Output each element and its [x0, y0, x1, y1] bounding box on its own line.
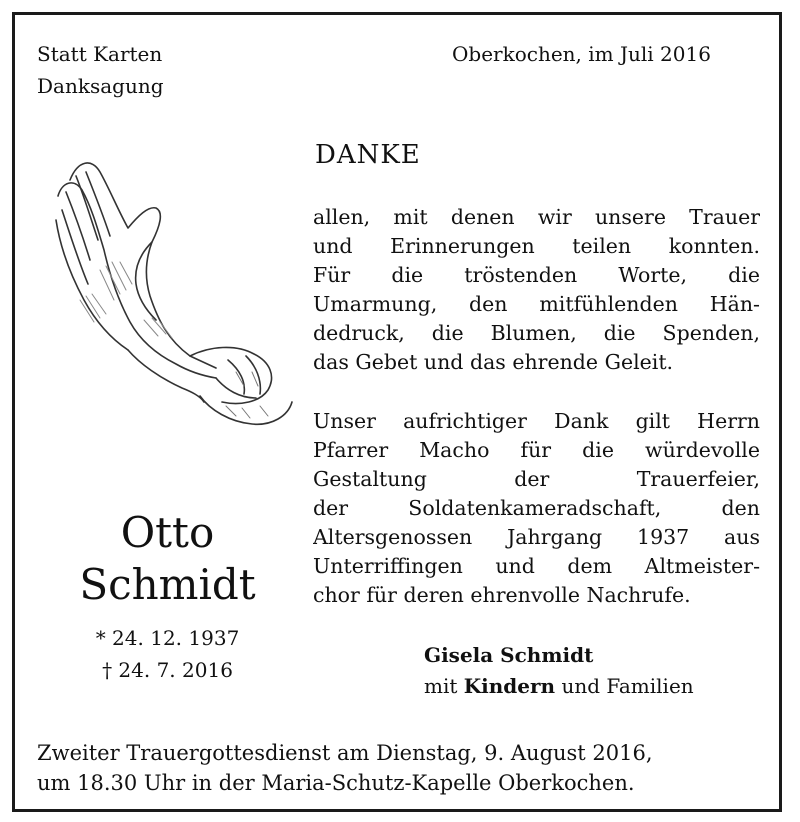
deceased-last-name: Schmidt — [79, 560, 256, 609]
paragraph-line: der Soldatenkameradschaft, den — [313, 496, 760, 520]
paragraph-line: Unser aufrichtiger Dank gilt Herrn — [313, 409, 760, 433]
praying-hands-icon — [40, 150, 298, 430]
paragraph-line: Pfarrer Macho für die würdevolle — [313, 438, 760, 462]
thanks-paragraph-2 — [313, 407, 760, 610]
paragraph-line: Unterriffingen und dem Altmeister- — [313, 554, 760, 578]
signature-family — [424, 671, 694, 702]
header-left — [37, 38, 164, 102]
signature-prefix: mit — [424, 674, 458, 698]
service-line-1: Zweiter Trauergottesdienst am Dienstag, 9. August 2016, — [37, 741, 653, 765]
place-date: Oberkochen, im Juli 2016 — [452, 42, 711, 66]
service-line-2: um 18.30 Uhr in der Maria-Schutz-Kapelle Oberkochen. — [37, 771, 635, 795]
paragraph-line: Für die tröstenden Worte, die — [313, 263, 760, 287]
signature-block — [424, 640, 694, 702]
signature-name: Gisela Schmidt — [424, 643, 594, 667]
paragraph-line: Altersgenossen Jahrgang 1937 aus — [313, 525, 760, 549]
life-dates — [40, 622, 295, 686]
paragraph-line: Umarmung, den mitfühlenden Hän- — [313, 292, 760, 316]
danksagung-label: Danksagung — [37, 74, 164, 98]
signature-bold-word: Kindern — [463, 674, 556, 698]
deceased-first-name: Otto — [120, 508, 215, 557]
heading-danke: DANKE — [315, 140, 421, 170]
statt-karten-label: Statt Karten — [37, 42, 163, 66]
thanks-paragraph-1 — [313, 203, 760, 377]
birth-date: * 24. 12. 1937 — [95, 626, 240, 650]
service-note — [37, 738, 653, 798]
death-date: † 24. 7. 2016 — [102, 658, 233, 682]
paragraph-line: allen, mit denen wir unsere Trauer — [313, 205, 760, 229]
signature-suffix: und Familien — [561, 674, 694, 698]
paragraph-line: chor für deren ehrenvolle Nachrufe. — [313, 583, 691, 607]
paragraph-line: Gestaltung der Trauerfeier, — [313, 467, 760, 491]
paragraph-line: das Gebet und das ehrende Geleit. — [313, 350, 674, 374]
paragraph-line: dedruck, die Blumen, die Spenden, — [313, 321, 760, 345]
paragraph-line: und Erinnerungen teilen konnten. — [313, 234, 760, 258]
